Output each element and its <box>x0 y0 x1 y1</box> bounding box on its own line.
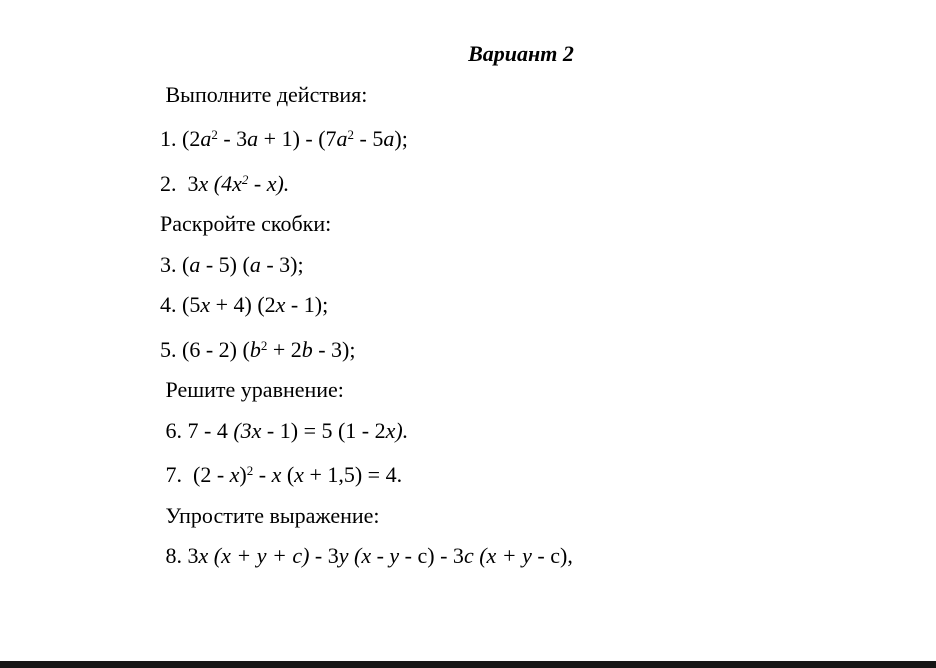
text-segment: 5. (6 - 2) ( <box>160 336 250 362</box>
text-segment: 2 <box>211 127 218 142</box>
text-segment: - 5 <box>354 126 384 151</box>
text-segment: - 3 <box>217 126 248 151</box>
text-segment: a <box>336 126 348 151</box>
text-segment: 3. ( <box>160 251 190 277</box>
text-segment: x <box>198 170 209 196</box>
text-segment: 2 <box>246 463 254 478</box>
text-segment: - 1); <box>285 292 329 317</box>
text-segment: x <box>198 543 209 568</box>
section-heading <box>160 370 882 411</box>
text-segment: - 1) = 5 (1 - 2 <box>261 417 386 443</box>
exercise-item <box>160 115 882 160</box>
text-segment: 4. (5 <box>160 292 201 317</box>
text-segment: - 3 <box>309 543 339 568</box>
text-segment: + 2 <box>267 336 302 362</box>
worksheet-title: Вариант 2 <box>468 41 574 66</box>
text-segment: 2 <box>241 171 249 187</box>
exercise-item <box>160 285 882 326</box>
exercise-item <box>160 451 882 496</box>
text-segment: b <box>301 336 313 362</box>
text-segment: c <box>417 543 428 568</box>
text-segment: - <box>253 462 272 487</box>
text-segment: ). <box>276 170 290 196</box>
text-segment: x <box>271 462 282 487</box>
text-segment: (x + y - <box>479 543 551 568</box>
text-segment: ) - 3 <box>427 543 464 568</box>
text-segment: 6. 7 - 4 <box>160 417 234 443</box>
text-segment: + 1,5) = 4. <box>303 462 403 487</box>
exercise-item <box>160 326 882 371</box>
text-segment: x <box>385 417 396 443</box>
text-segment: c <box>463 543 474 568</box>
section-heading <box>160 204 882 245</box>
text-segment: x <box>275 292 286 317</box>
text-segment: Раскройте скобки: <box>160 211 332 236</box>
text-segment: x <box>251 417 262 443</box>
text-segment: a <box>383 126 395 151</box>
exercise-item <box>160 536 882 577</box>
text-segment: 2 <box>260 337 268 353</box>
text-segment: x <box>294 462 304 487</box>
text-segment: (4 <box>213 170 233 196</box>
text-segment: ) <box>239 462 247 487</box>
text-segment: Упростите выражение: <box>160 502 380 528</box>
worksheet-page <box>160 34 882 577</box>
text-segment: 2 <box>347 127 355 142</box>
text-segment: b <box>249 336 261 362</box>
text-segment: a <box>200 126 212 151</box>
text-segment: x <box>229 462 240 487</box>
exercise-item <box>160 411 882 452</box>
section-heading <box>160 496 882 537</box>
text-segment: (3 <box>233 417 252 443</box>
text-segment: a <box>247 126 259 151</box>
text-segment: (x + y + c) <box>213 543 310 568</box>
text-segment: ( <box>281 462 295 487</box>
text-segment: - 3); <box>260 251 304 277</box>
exercise-item <box>160 245 882 286</box>
text-segment: (x - y - <box>354 543 418 568</box>
text-segment: 7. (2 - <box>160 462 230 487</box>
text-segment: x <box>200 292 211 317</box>
text-segment: + 4) (2 <box>210 292 276 317</box>
text-segment: c <box>550 543 560 568</box>
text-segment: a <box>249 251 261 277</box>
text-segment: Выполните действия: <box>160 81 368 107</box>
text-segment: 8. 3 <box>160 543 199 568</box>
text-segment: y <box>338 543 349 568</box>
text-segment: 2. 3 <box>160 170 199 196</box>
text-segment: x <box>232 170 242 196</box>
text-segment: 1. (2 <box>160 126 201 151</box>
bottom-bar <box>0 661 936 668</box>
text-segment: - 5) ( <box>200 251 250 277</box>
exercise-item <box>160 160 882 205</box>
text-segment: - <box>248 170 267 196</box>
text-segment: x <box>266 170 277 196</box>
text-segment: a <box>189 251 201 277</box>
section-heading <box>160 75 882 116</box>
text-segment: ), <box>560 543 573 568</box>
text-segment: ); <box>394 126 408 151</box>
text-segment: ). <box>395 417 409 443</box>
text-segment: - 3); <box>312 336 356 362</box>
text-segment: + 1) - (7 <box>258 126 337 151</box>
worksheet-lines <box>160 75 882 577</box>
text-segment: Решите уравнение: <box>160 377 344 402</box>
